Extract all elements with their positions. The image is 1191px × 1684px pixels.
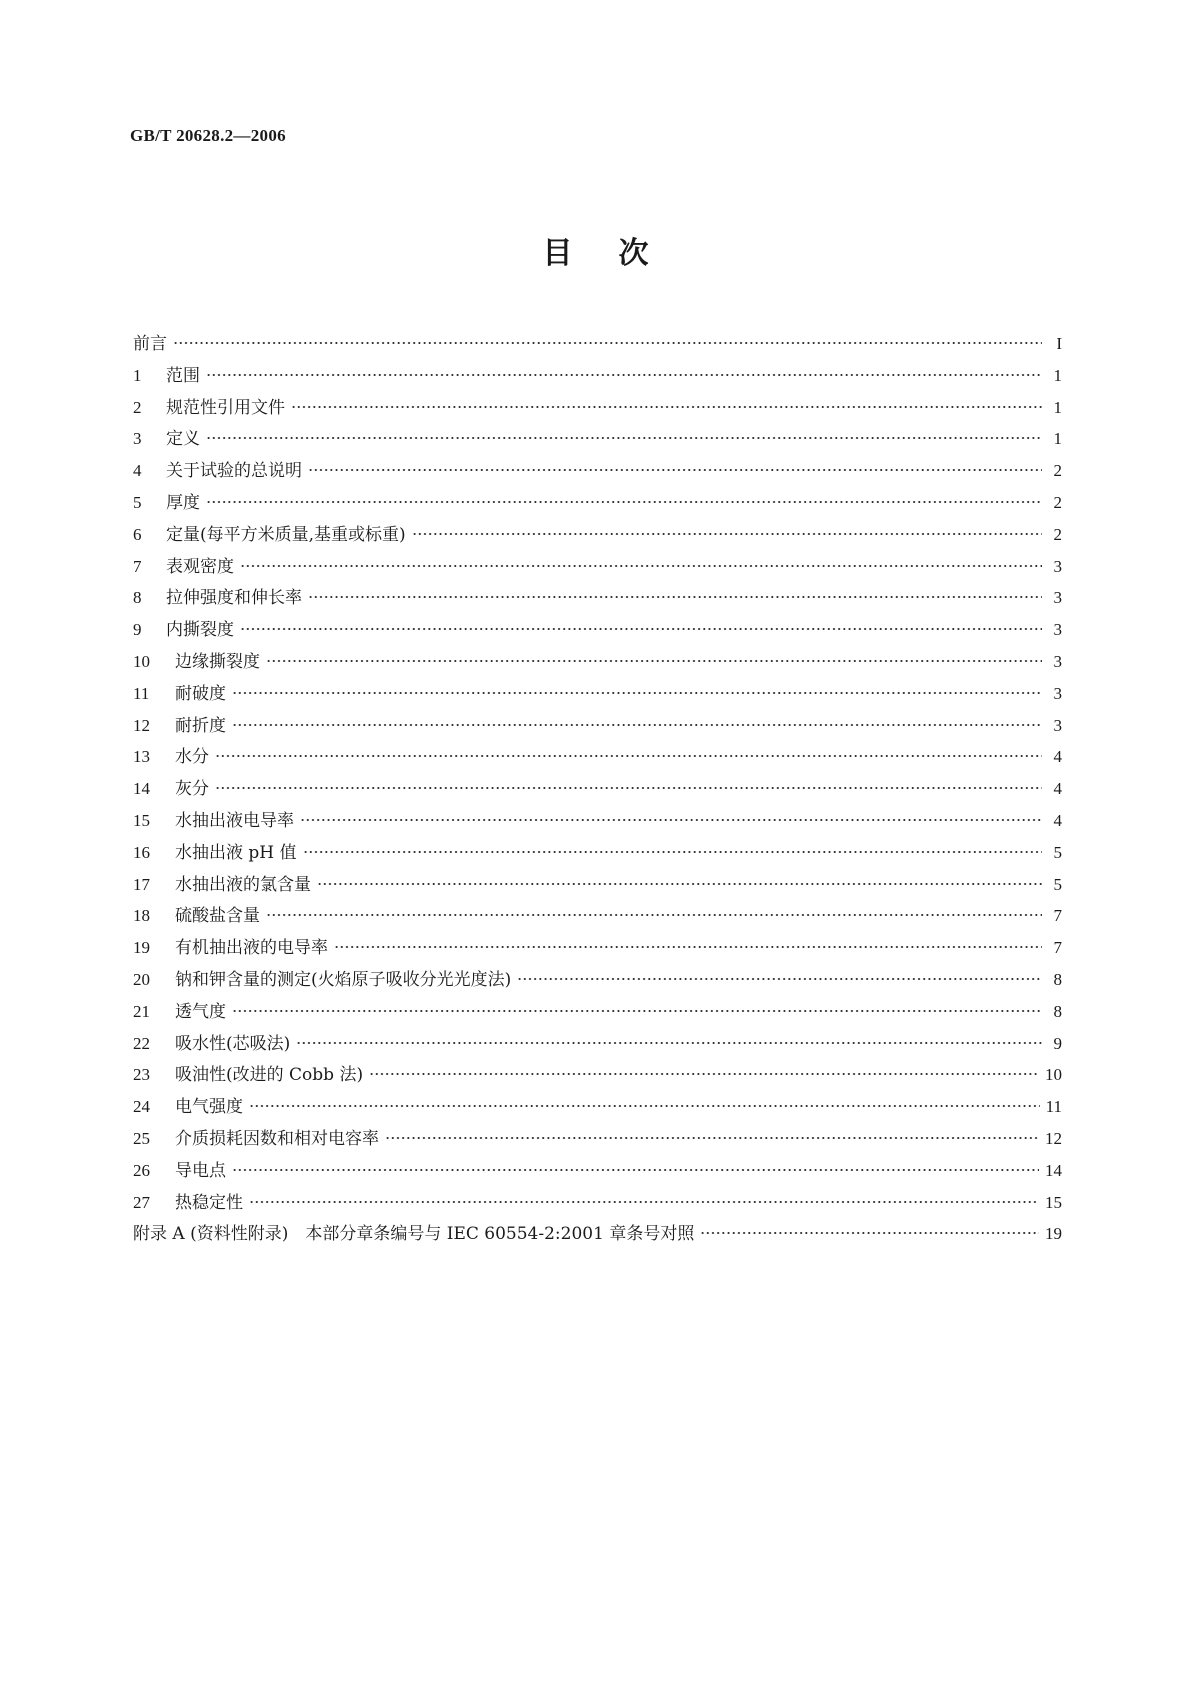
toc-dot-leader	[700, 1231, 1039, 1235]
toc-entry-page: 1	[1053, 429, 1062, 449]
toc-entry-number: 15	[133, 810, 150, 830]
toc-entry[interactable]	[133, 711, 1062, 743]
table-of-contents	[133, 329, 1062, 1251]
toc-entry[interactable]	[133, 488, 1062, 520]
toc-entry-number: 10	[133, 651, 150, 671]
toc-entry-number: 13	[133, 747, 150, 767]
toc-entry-page: 5	[1053, 842, 1062, 862]
toc-entry-title: 关于试验的总说明	[166, 461, 302, 482]
toc-dot-leader	[291, 405, 1042, 409]
toc-dot-leader	[303, 850, 1042, 854]
toc-entry-number: 3	[133, 429, 142, 449]
toc-entry-number: 8	[133, 588, 142, 608]
toc-entry[interactable]	[133, 997, 1062, 1029]
toc-entry[interactable]	[133, 1092, 1062, 1124]
toc-entry-page: 1	[1053, 365, 1062, 385]
toc-entry[interactable]	[133, 1188, 1062, 1220]
toc-entry[interactable]	[133, 1219, 1062, 1251]
toc-entry-number: 22	[133, 1033, 150, 1053]
toc-entry-title: 灰分	[175, 779, 209, 800]
toc-entry-number: 6	[133, 524, 142, 544]
toc-entry-title: 厚度	[166, 492, 200, 513]
toc-entry-title: 耐破度	[175, 683, 226, 704]
toc-entry[interactable]	[133, 806, 1062, 838]
toc-dot-leader	[517, 977, 1042, 981]
toc-dot-leader	[206, 373, 1042, 377]
toc-entry-number: 9	[133, 620, 142, 640]
toc-entry-title: 耐折度	[175, 715, 226, 736]
toc-entry-page: 4	[1053, 810, 1062, 830]
toc-dot-leader	[240, 627, 1042, 631]
toc-entry-page: 4	[1053, 747, 1062, 767]
toc-entry-title: 吸油性(改进的 Cobb 法)	[175, 1065, 364, 1086]
toc-entry[interactable]	[133, 583, 1062, 615]
toc-entry-title: 边缘撕裂度	[175, 651, 260, 672]
toc-entry-page: 3	[1053, 651, 1062, 671]
toc-entry-title: 介质损耗因数和相对电容率	[175, 1128, 379, 1149]
toc-entry-title: 规范性引用文件	[166, 397, 285, 418]
toc-dot-leader	[232, 723, 1042, 727]
toc-entry[interactable]	[133, 1124, 1062, 1156]
toc-dot-leader	[249, 1200, 1039, 1204]
toc-entry-page: 2	[1053, 461, 1062, 481]
toc-dot-leader	[308, 468, 1042, 472]
toc-entry-page: 10	[1045, 1065, 1062, 1085]
toc-entry[interactable]	[133, 933, 1062, 965]
toc-entry[interactable]	[133, 679, 1062, 711]
toc-entry-page: 2	[1053, 492, 1062, 512]
toc-entry-title: 表观密度	[166, 556, 234, 577]
toc-entry[interactable]	[133, 424, 1062, 456]
toc-entry-title: 前言	[133, 334, 167, 354]
toc-dot-leader	[334, 945, 1042, 949]
toc-entry-page: 12	[1045, 1128, 1062, 1148]
toc-entry-number: 18	[133, 906, 150, 926]
toc-dot-leader	[206, 500, 1042, 504]
toc-entry-page: 5	[1053, 874, 1062, 894]
toc-entry[interactable]	[133, 615, 1062, 647]
toc-entry-number: 4	[133, 461, 142, 481]
toc-entry-number: 17	[133, 874, 150, 894]
toc-entry[interactable]	[133, 901, 1062, 933]
toc-entry-page: 7	[1053, 906, 1062, 926]
toc-dot-leader	[215, 786, 1042, 790]
toc-entry[interactable]	[133, 1156, 1062, 1188]
toc-entry-title: 吸水性(芯吸法)	[175, 1033, 291, 1054]
toc-entry[interactable]	[133, 552, 1062, 584]
toc-entry-title: 附录 A (资料性附录) 本部分章条编号与 IEC 60554-2:2001 章条号对照	[133, 1224, 695, 1245]
toc-entry-page: 3	[1053, 620, 1062, 640]
toc-dot-leader	[173, 341, 1042, 345]
toc-entry-title: 钠和钾含量的测定(火焰原子吸收分光光度法)	[175, 969, 512, 990]
toc-entry-number: 24	[133, 1097, 150, 1117]
toc-dot-leader	[215, 754, 1042, 758]
toc-entry-title: 透气度	[175, 1001, 226, 1022]
toc-entry[interactable]	[133, 742, 1062, 774]
toc-entry-number: 21	[133, 1001, 150, 1021]
toc-entry-page: 19	[1045, 1224, 1062, 1244]
toc-entry-title: 水抽出液的氯含量	[175, 874, 311, 895]
toc-entry-page: I	[1056, 334, 1062, 353]
toc-dot-leader	[232, 691, 1042, 695]
toc-entry-title: 定量(每平方米质量,基重或标重)	[166, 524, 406, 545]
toc-dot-leader	[385, 1136, 1039, 1140]
toc-entry-number: 5	[133, 492, 142, 512]
toc-dot-leader	[412, 532, 1042, 536]
toc-dot-leader	[240, 564, 1042, 568]
toc-entry-title: 有机抽出液的电导率	[175, 938, 328, 959]
toc-entry-page: 15	[1045, 1192, 1062, 1212]
toc-entry-page: 7	[1053, 938, 1062, 958]
toc-entry[interactable]	[133, 647, 1062, 679]
toc-entry-title: 水抽出液电导率	[175, 810, 294, 831]
toc-entry-number: 16	[133, 842, 150, 862]
toc-entry[interactable]	[133, 1029, 1062, 1061]
toc-dot-leader	[249, 1104, 1040, 1108]
toc-entry-number: 26	[133, 1160, 150, 1180]
toc-entry-number: 7	[133, 556, 142, 576]
toc-entry-number: 25	[133, 1128, 150, 1148]
toc-entry-number: 20	[133, 969, 150, 989]
toc-entry-title: 热稳定性	[175, 1192, 243, 1213]
toc-entry-title: 水分	[175, 747, 209, 768]
toc-entry-number: 19	[133, 938, 150, 958]
toc-dot-leader	[369, 1072, 1039, 1076]
toc-entry-page: 8	[1053, 969, 1062, 989]
toc-entry-number: 23	[133, 1065, 150, 1085]
toc-entry-page: 3	[1053, 556, 1062, 576]
toc-dot-leader	[266, 659, 1042, 663]
toc-dot-leader	[300, 818, 1042, 822]
toc-entry[interactable]	[133, 393, 1062, 425]
toc-entry-page: 14	[1045, 1160, 1062, 1180]
toc-entry-page: 8	[1053, 1001, 1062, 1021]
toc-entry[interactable]	[133, 774, 1062, 806]
toc-entry[interactable]	[133, 1060, 1062, 1092]
toc-entry[interactable]	[133, 838, 1062, 870]
toc-entry-title: 范围	[166, 365, 200, 386]
toc-entry-title: 导电点	[175, 1160, 226, 1181]
toc-dot-leader	[296, 1041, 1042, 1045]
toc-entry-page: 3	[1053, 715, 1062, 735]
toc-entry-page: 11	[1045, 1097, 1062, 1117]
toc-entry-page: 9	[1053, 1033, 1062, 1053]
toc-entry[interactable]	[133, 361, 1062, 393]
toc-entry[interactable]	[133, 965, 1062, 997]
toc-dot-leader	[206, 436, 1042, 440]
toc-entry-page: 4	[1053, 779, 1062, 799]
page-title: 目次	[542, 236, 695, 271]
toc-dot-leader	[317, 882, 1042, 886]
toc-entry-number: 1	[133, 365, 142, 385]
toc-entry[interactable]	[133, 329, 1062, 361]
toc-entry-number: 27	[133, 1192, 150, 1212]
toc-entry-page: 1	[1053, 397, 1062, 417]
toc-entry-number: 11	[133, 683, 150, 703]
toc-entry-page: 3	[1053, 683, 1062, 703]
toc-entry-number: 14	[133, 779, 150, 799]
toc-entry[interactable]	[133, 520, 1062, 552]
toc-entry-page: 2	[1053, 524, 1062, 544]
toc-entry[interactable]	[133, 456, 1062, 488]
document-code: GB/T 20628.2—2006	[130, 126, 286, 145]
toc-entry-title: 硫酸盐含量	[175, 906, 260, 927]
toc-entry[interactable]	[133, 870, 1062, 902]
toc-entry-page: 3	[1053, 588, 1062, 608]
toc-entry-title: 拉伸强度和伸长率	[166, 588, 302, 609]
toc-dot-leader	[232, 1009, 1042, 1013]
toc-entry-number: 12	[133, 715, 150, 735]
toc-entry-title: 定义	[166, 429, 200, 450]
toc-entry-number: 2	[133, 397, 142, 417]
toc-dot-leader	[308, 595, 1042, 599]
toc-entry-title: 水抽出液 pH 值	[175, 842, 297, 863]
toc-dot-leader	[232, 1168, 1039, 1172]
toc-entry-title: 内撕裂度	[166, 620, 234, 641]
toc-dot-leader	[266, 913, 1042, 917]
toc-entry-title: 电气强度	[175, 1097, 243, 1118]
